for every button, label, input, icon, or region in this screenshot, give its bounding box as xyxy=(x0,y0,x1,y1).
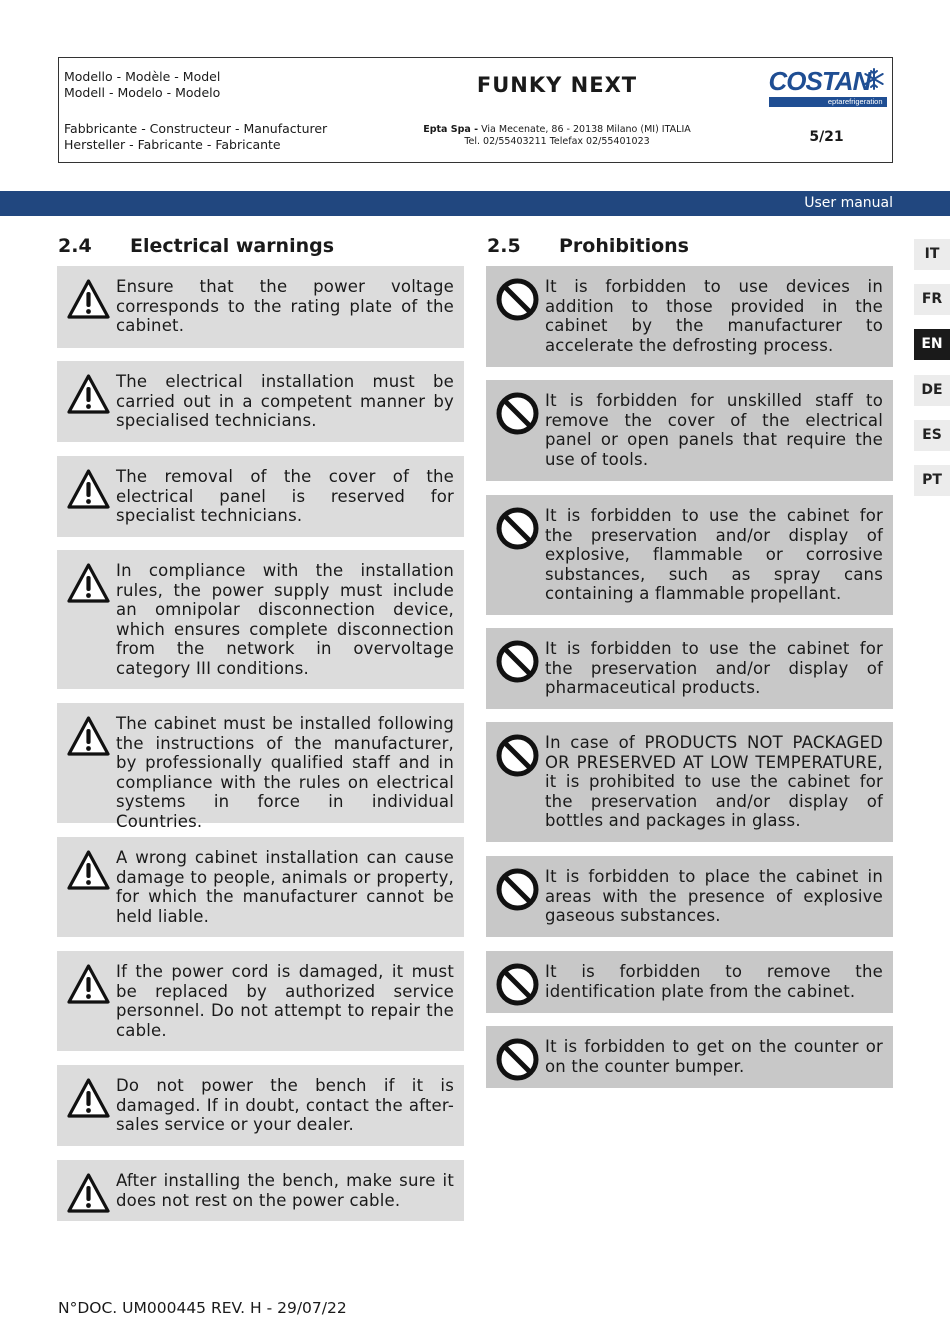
lang-tab-de[interactable]: DE xyxy=(914,375,950,406)
section-heading: Electrical warnings xyxy=(130,235,335,257)
warning-triangle-icon xyxy=(66,561,111,606)
costan-logo xyxy=(767,64,887,106)
manual-band-label: User manual xyxy=(804,195,893,211)
warning-triangle-icon xyxy=(66,372,111,417)
warning-triangle-icon xyxy=(66,277,111,322)
model-label-line2: Modell - Modelo - Modelo xyxy=(64,85,221,100)
section-heading: Prohibitions xyxy=(559,235,689,257)
prohibition-icon xyxy=(495,506,540,551)
warning-triangle-icon xyxy=(66,1076,111,1121)
warning-triangle-icon xyxy=(66,1171,111,1216)
section-number: 2.4 xyxy=(58,235,92,257)
warning-box xyxy=(57,703,464,831)
prohibition-text: It is forbidden to use the cabinet for the preservation and/or display of explosive, flammable or corrosive substances, such as spray cans containing a flammable propellant. xyxy=(545,506,883,604)
prohibition-icon xyxy=(495,1037,540,1082)
warning-box xyxy=(57,266,464,348)
warning-text: The removal of the cover of the electrical panel is reserved for specialist technicians. xyxy=(116,467,454,526)
prohibition-box xyxy=(486,380,893,481)
model-name: FUNKY NEXT xyxy=(476,73,638,97)
prohibition-text: It is forbidden to get on the counter or on the counter bumper. xyxy=(545,1037,883,1076)
prohibition-icon xyxy=(495,867,540,912)
model-label-line1: Modello - Modèle - Model xyxy=(64,69,221,84)
company-address-line xyxy=(353,124,761,136)
lang-tab-fr[interactable]: FR xyxy=(914,284,950,315)
page-number: 5/21 xyxy=(809,129,844,145)
warning-text: After installing the bench, make sure it does not rest on the power cable. xyxy=(116,1171,454,1210)
warning-text: If the power cord is damaged, it must be replaced by authorized service personnel. Do not attempt to repair the cable. xyxy=(116,962,454,1040)
company-name: Epta Spa - xyxy=(423,124,479,135)
warning-box xyxy=(57,951,464,1051)
prohibition-text: It is forbidden to remove the identification plate from the cabinet. xyxy=(545,962,883,1001)
warning-box xyxy=(57,361,464,442)
prohibition-icon xyxy=(495,277,540,322)
warning-box xyxy=(57,456,464,537)
warning-box xyxy=(57,1065,464,1146)
prohibition-box xyxy=(486,628,893,709)
company-address: Via Mecenate, 86 - 20138 Milano (MI) ITALIA xyxy=(478,124,691,135)
prohibition-text: It is forbidden to place the cabinet in areas with the presence of explosive gaseous substances. xyxy=(545,867,883,926)
document-header xyxy=(58,57,893,163)
prohibition-icon xyxy=(495,639,540,684)
prohibition-box xyxy=(486,856,893,937)
section-title-prohibitions xyxy=(487,235,689,257)
warning-triangle-icon xyxy=(66,848,111,893)
company-info-cell xyxy=(353,112,761,162)
section-title-electrical xyxy=(58,235,334,257)
warning-text: The electrical installation must be carried out in a competent manner by specialised technicians. xyxy=(116,372,454,431)
prohibition-box xyxy=(486,266,893,367)
warning-triangle-icon xyxy=(66,467,111,512)
warning-box xyxy=(57,550,464,689)
logo-subtext: eptarefrigeration xyxy=(769,97,887,107)
lang-tab-pt[interactable]: PT xyxy=(914,465,950,496)
manufacturer-label-line2: Hersteller - Fabricante - Fabricante xyxy=(64,137,281,152)
prohibition-icon xyxy=(495,391,540,436)
warning-text: A wrong cabinet installation can cause damage to people, animals or property, for which the manufacturer cannot be held liable. xyxy=(116,848,454,926)
snowflake-icon xyxy=(863,68,885,90)
brand-logo-cell xyxy=(761,58,892,112)
warning-text: Ensure that the power voltage corresponds to the rating plate of the cabinet. xyxy=(116,277,454,336)
manufacturer-label-cell xyxy=(59,112,353,162)
manual-band xyxy=(0,191,950,216)
prohibition-box xyxy=(486,951,893,1013)
prohibition-icon xyxy=(495,962,540,1007)
prohibition-text: It is forbidden to use devices in addition to those provided in the cabinet by the manufacturer to accelerate the defrosting process. xyxy=(545,277,883,355)
warning-box xyxy=(57,1160,464,1221)
section-number: 2.5 xyxy=(487,235,521,257)
lang-tab-es[interactable]: ES xyxy=(914,420,950,451)
warning-triangle-icon xyxy=(66,714,111,759)
warning-triangle-icon xyxy=(66,962,111,1007)
lang-tab-en[interactable]: EN xyxy=(914,329,950,360)
prohibition-text: It is forbidden for unskilled staff to remove the cover of the electrical panel or open panels that require the use of tools. xyxy=(545,391,883,469)
company-phone: Tel. 02/55403211 Telefax 02/55401023 xyxy=(464,136,650,147)
logo-wordmark: COSTAN xyxy=(768,66,871,96)
warning-box xyxy=(57,837,464,937)
prohibition-box xyxy=(486,722,893,842)
manufacturer-label-line1: Fabbricante - Constructeur - Manufacturer xyxy=(64,121,328,136)
prohibition-text: It is forbidden to use the cabinet for the preservation and/or display of pharmaceutical products. xyxy=(545,639,883,698)
prohibition-text: In case of PRODUCTS NOT PACKAGED OR PRESERVED AT LOW TEMPERATURE, it is prohibited to use the cabinet for the preservation and/or display of bottles and packages in glass. xyxy=(545,733,883,831)
lang-tab-it[interactable]: IT xyxy=(914,239,950,270)
document-reference: N°DOC. UM000445 REV. H - 29/07/22 xyxy=(58,1299,347,1317)
warning-text: In compliance with the installation rules, the power supply must include an omnipolar disconnection device, which ensures complete disconnection from the network in overvoltage category III conditions. xyxy=(116,561,454,678)
prohibition-box xyxy=(486,1026,893,1088)
prohibition-box xyxy=(486,495,893,615)
warning-text: Do not power the bench if it is damaged. If in doubt, contact the after-sales service or your dealer. xyxy=(116,1076,454,1135)
warning-text: The cabinet must be installed following the instructions of the manufacturer, by professionally qualified staff and in compliance with the rules on electrical systems in force in individual Countries. xyxy=(116,714,454,831)
prohibition-icon xyxy=(495,733,540,778)
model-label-cell xyxy=(59,58,353,112)
